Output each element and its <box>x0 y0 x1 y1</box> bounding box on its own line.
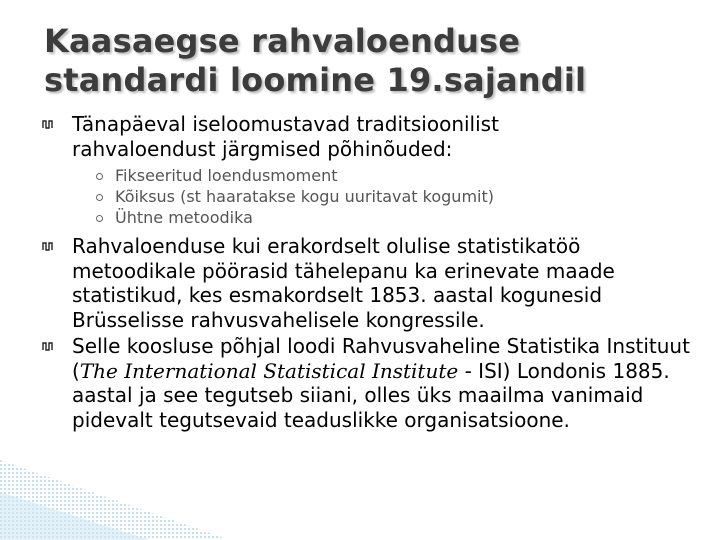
ring-bullet-icon <box>96 215 103 222</box>
bullet-item <box>42 234 692 332</box>
corner-decoration <box>0 420 230 540</box>
square-wave-bullet-icon <box>42 241 54 252</box>
bullet-text-line1: Tänapäeval iseloomustavad traditsioonilist <box>72 112 499 136</box>
slide-title-line1: Kaasaegse rahvaloenduse <box>44 22 521 60</box>
slide-title-line2: standardi loomine 19.sajandil <box>44 61 587 99</box>
sub-item-text: Fikseeritud loendusmoment <box>115 166 338 185</box>
ring-bullet-icon <box>96 173 103 180</box>
slide-body <box>42 112 692 432</box>
bullet-item <box>42 334 692 432</box>
bullet-text: Rahvaloenduse kui erakordselt olulise statistikatöö metoodikale pöörasid tähelepanu ka erinevate maade statistikud, kes esmakordselt 1853. aastal kogunesid Brüsselisse rahvusvahelisele kongressile. <box>72 234 615 332</box>
sub-item-text: Kõiksus (st haaratakse kogu uuritavat kogumit) <box>115 187 494 206</box>
sub-list-item <box>96 186 692 207</box>
ring-bullet-icon <box>96 194 103 201</box>
bullet-text-part1: Selle koosluse põhjal loodi Rahvusvaheline Statistika Instituut ( <box>72 334 690 383</box>
sub-list-item <box>96 165 692 186</box>
slide-title <box>44 22 704 100</box>
bullet-text-line2: rahvaloendust järgmised põhinõuded: <box>72 136 453 161</box>
bullet-item <box>42 112 692 228</box>
square-wave-bullet-icon <box>42 119 54 130</box>
bullet-text-italic: The International Statistical Institute <box>79 358 459 383</box>
bullet-text-part2: - ISI) Londonis 1885. aastal ja see tegutseb siiani, olles üks maailma vanimaid pidevalt tegutsevaid teaduslikke organisatsioone. <box>72 358 670 432</box>
sub-item-text: Ühtne metoodika <box>115 208 253 227</box>
square-wave-bullet-icon <box>42 341 54 352</box>
sub-list <box>72 165 692 228</box>
sub-list-item <box>96 207 692 228</box>
